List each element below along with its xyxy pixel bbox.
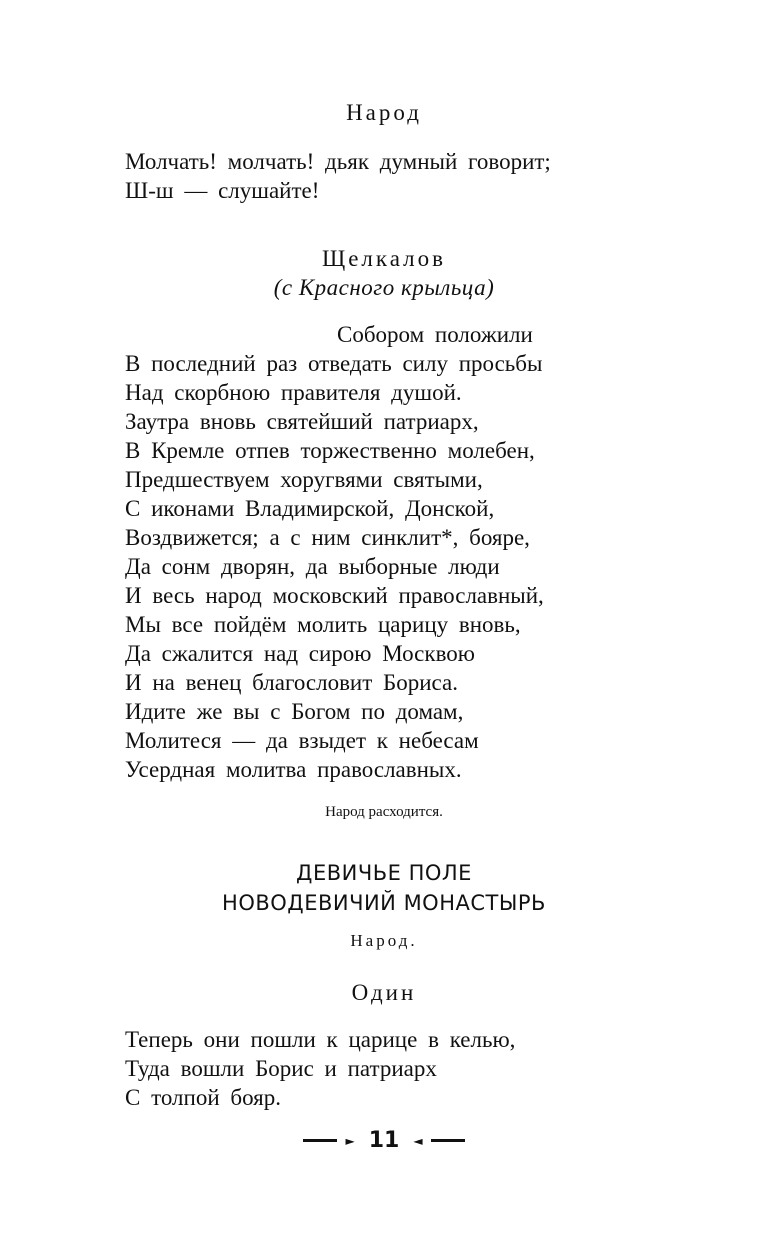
speaker-narod: Народ — [346, 100, 422, 125]
ornament-line-left — [303, 1139, 337, 1142]
verse-line: Предшествуем хоругвями святыми, — [125, 467, 483, 492]
ornament-line-right — [431, 1139, 465, 1142]
scene-heading-line: НОВОДЕВИЧИЙ МОНАСТЫРЬ — [222, 891, 546, 915]
verse-line: Мы все пойдём молить царицу вновь, — [125, 612, 521, 637]
verse-line: Ш-ш — слушайте! — [125, 178, 320, 203]
verse-line: В последний раз отведать силу просьбы — [125, 351, 543, 376]
arrow-left-icon: ◄ — [413, 1133, 423, 1148]
page-number: 11 — [368, 1128, 400, 1153]
verse-line: Да сонм дворян, да выборные люди — [125, 554, 500, 579]
verse-line-indented: Собором положили — [337, 322, 533, 347]
verse-line: Над скорбною правителя душой. — [125, 380, 462, 405]
arrow-right-icon: ► — [345, 1133, 355, 1148]
stage-remark: Народ расходится. — [325, 804, 443, 820]
verse-block-narod — [125, 147, 745, 205]
verse-line: Туда вошли Борис и патриарх — [125, 1056, 437, 1081]
verse-line: Усердная молитва православных. — [125, 757, 462, 782]
verse-line: Воздвижется; а с ним синклит*, бояре, — [125, 525, 530, 550]
verse-line: Заутра вновь святейший патриарх, — [125, 409, 479, 434]
stage-direction: (с Красного крыльца) — [273, 275, 495, 300]
speaker-shchelkalov: Щелкалов — [322, 246, 446, 271]
scene-heading — [0, 858, 768, 918]
verse-line: В Кремле отпев торжественно молебен, — [125, 438, 535, 463]
scene-cast: Народ. — [350, 931, 418, 950]
verse-line: С иконами Владимирской, Донской, — [125, 496, 495, 521]
verse-line: И весь народ московский православный, — [125, 583, 544, 608]
speaker-odin: Один — [351, 980, 417, 1005]
verse-line: И на венец благословит Бориса. — [125, 670, 459, 695]
page-footer — [0, 1128, 768, 1153]
verse-block-shchelkalov — [125, 320, 745, 784]
verse-line: Молчать! молчать! дьяк думный говорит; — [125, 149, 551, 174]
verse-block-odin — [125, 1025, 745, 1112]
verse-line: Да сжалится над сирою Москвою — [125, 641, 475, 666]
verse-line: Идите же вы с Богом по домам, — [125, 699, 464, 724]
verse-line: Молитеся — да взыдет к небесам — [125, 728, 479, 753]
verse-line: С толпой бояр. — [125, 1085, 281, 1110]
verse-line: Теперь они пошли к царице в келью, — [125, 1027, 516, 1052]
scene-heading-line: ДЕВИЧЬЕ ПОЛЕ — [296, 861, 472, 885]
